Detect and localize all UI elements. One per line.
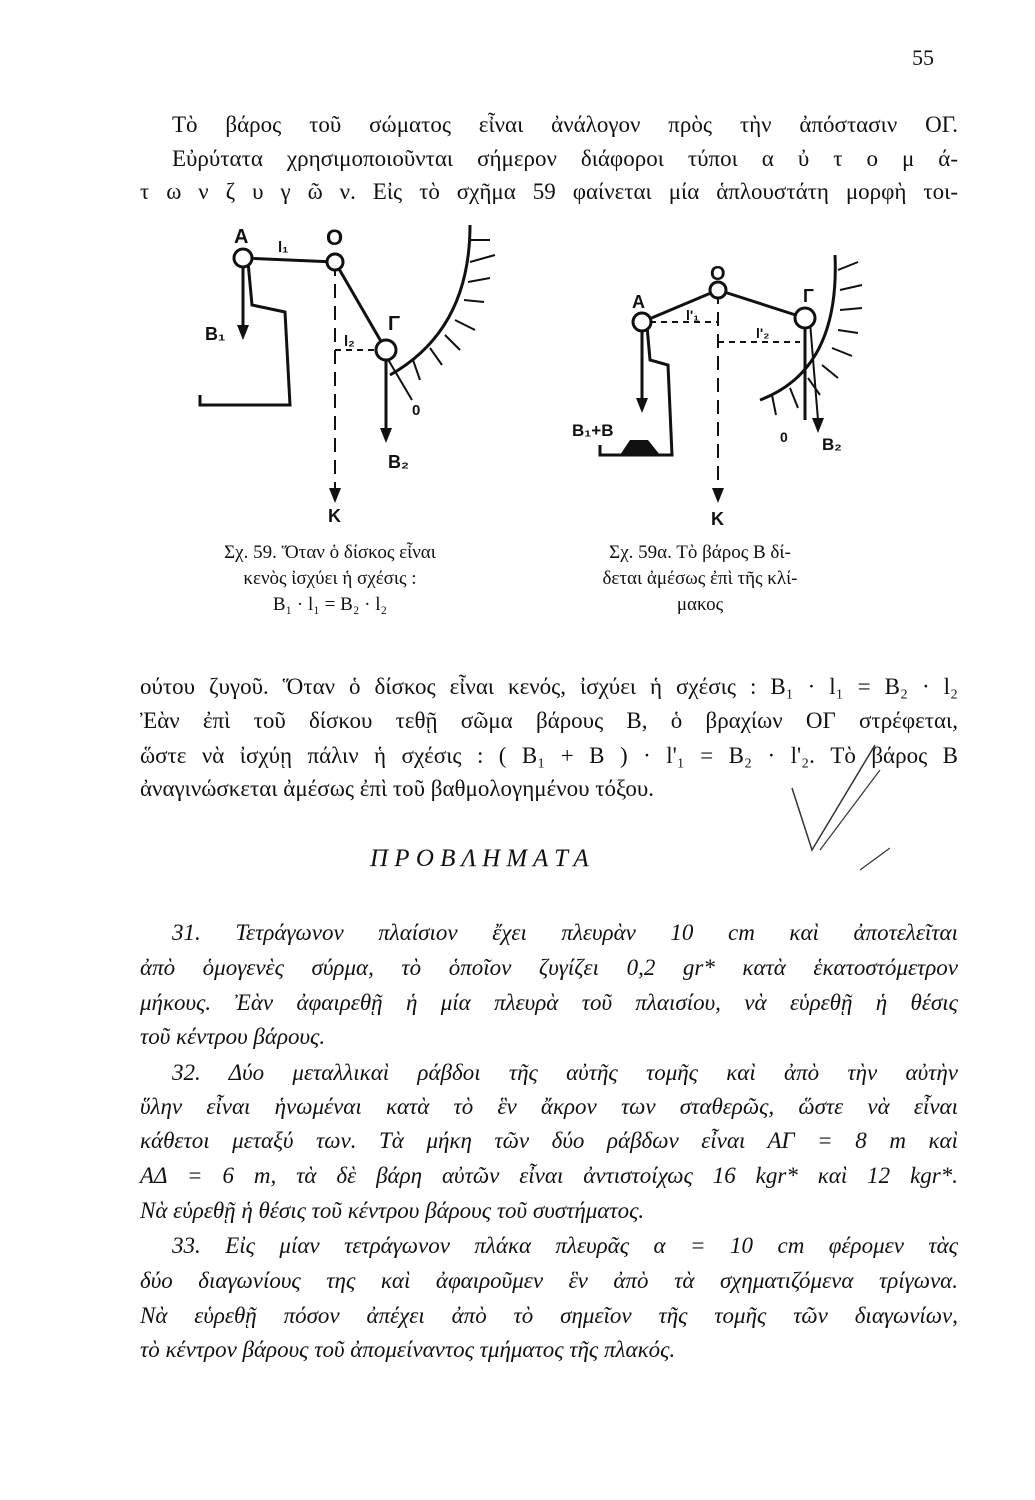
label-K: K bbox=[328, 506, 341, 525]
text-line: ἀναγινώσκεται ἀμέσως ἐπὶ τοῦ βαθμολογημένου τόξου. bbox=[140, 776, 655, 801]
text-line: Ἐὰν ἐπὶ τοῦ δίσκου τεθῇ σῶμα βάρους Β, ὁ βραχίων ΟΓ στρέφεται, bbox=[140, 708, 958, 733]
figure-59-caption bbox=[200, 540, 460, 618]
figure-59a-caption bbox=[580, 540, 820, 618]
label-zero: 0 bbox=[412, 402, 421, 419]
figure-59-diagram bbox=[180, 215, 520, 525]
handwritten-checkmark bbox=[780, 740, 890, 880]
label-B2: B₂ bbox=[822, 435, 842, 454]
problem-32-line: κάθετοι μεταξύ των. Τὰ μήκη τῶν δύο ράβδων εἶναι ΑΓ = 8 m καὶ bbox=[140, 1128, 958, 1153]
caption-line: δεται ἀμέσως ἐπὶ τῆς κλί- bbox=[602, 568, 798, 589]
label-l2: l₂ bbox=[344, 333, 355, 350]
problem-33-line: τὸ κέντρον βάρους τοῦ ἀπομείναντος τμήματος τῆς πλακός. bbox=[140, 1337, 676, 1362]
label-A: A bbox=[234, 226, 249, 248]
caption-line: Σχ. 59. Ὅταν ὁ δίσκος εἶναι bbox=[224, 542, 436, 563]
text-line: Εὐρύτατα χρησιμοποιοῦνται σήμερον διάφοροι τύποι α ὐ τ ο μ ά- bbox=[172, 146, 958, 171]
label-G: Γ bbox=[803, 286, 814, 306]
caption-line: Σχ. 59α. Τὸ βάρος Β δί- bbox=[609, 542, 791, 563]
problem-33-line: 33. Εἰς μίαν τετράγωνον πλάκα πλευρᾶς α = 10 cm φέρομεν τὰς bbox=[172, 1233, 958, 1258]
text-line: Τὸ βάρος τοῦ σώματος εἶναι ἀνάλογον πρὸς τὴν ἀπόστασιν ΟΓ. bbox=[172, 112, 958, 137]
figure-59a-diagram bbox=[560, 225, 880, 525]
label-O: O bbox=[710, 263, 726, 285]
problem-32-line: Νὰ εὑρεθῇ ἡ θέσις τοῦ κέντρου βάρους τοῦ συστήματος. bbox=[140, 1198, 645, 1223]
label-l1: l₁ bbox=[278, 239, 289, 256]
caption-line: κενὸς ἰσχύει ἡ σχέσις : bbox=[243, 568, 417, 589]
label-l2: l'₂ bbox=[756, 325, 770, 341]
label-zero: 0 bbox=[780, 429, 788, 445]
problem-31-line: ἀπὸ ὁμογενὲς σύρμα, τὸ ὁποῖον ζυγίζει 0,2 gr* κατὰ ἑκατοστόμετρον bbox=[140, 955, 958, 980]
label-l1: l'₁ bbox=[686, 307, 700, 323]
label-G: Γ bbox=[388, 313, 401, 335]
label-K: K bbox=[711, 509, 724, 525]
text-line: ὥστε νὰ ἰσχύῃ πάλιν ἡ σχέσις : ( B₁ + B ) · l'₁ = B₂ · l'₂. Τὸ βάρος Β bbox=[140, 743, 958, 768]
page-number: 55 bbox=[912, 45, 934, 70]
text-line: τ ω ν ζ υ γ ῶ ν. Εἰς τὸ σχῆμα 59 φαίνεται μία ἁπλουστάτη μορφὴ τοι- bbox=[140, 179, 958, 204]
problem-33-line: Νὰ εὑρεθῇ πόσον ἀπέχει ἀπὸ τὸ σημεῖον τῆς τομῆς τῶν διαγωνίων, bbox=[140, 1303, 958, 1328]
text-line: ούτου ζυγοῦ. Ὅταν ὁ δίσκος εἶναι κενός, ἰσχύει ἡ σχέσις : B₁ · l₁ = B₂ · l₂ bbox=[140, 674, 958, 699]
label-B1: B₁ bbox=[205, 324, 226, 344]
problem-32-line: ΑΔ = 6 m, τὰ δὲ βάρη αὐτῶν εἶναι ἀντιστοίχως 16 kgr* καὶ 12 kgr*. bbox=[140, 1163, 958, 1188]
label-A: A bbox=[632, 292, 645, 312]
label-B2: B₂ bbox=[388, 452, 409, 472]
problem-32-line: ὕλην εἶναι ἡνωμέναι κατὰ τὸ ἓν ἄκρον των σταθερῶς, ὥστε νὰ εἶναι bbox=[140, 1094, 958, 1119]
section-heading: Π Ρ Ο Β Λ Η Μ Α Τ Α bbox=[370, 845, 589, 872]
problem-31-line: μήκους. Ἐὰν ἀφαιρεθῇ ἡ μία πλευρὰ τοῦ πλαισίου, νὰ εὑρεθῇ ἡ θέσις bbox=[140, 990, 958, 1015]
label-O: O bbox=[326, 225, 344, 250]
problem-31-line: 31. Τετράγωνον πλαίσιον ἔχει πλευρὰν 10 cm καὶ ἀποτελεῖται bbox=[172, 920, 958, 945]
caption-formula: B₁ · l₁ = B₂ · l₂ bbox=[272, 594, 388, 615]
problem-31-line: τοῦ κέντρου βάρους. bbox=[140, 1024, 326, 1049]
problem-32-line: 32. Δύο μεταλλικαὶ ράβδοι τῆς αὐτῆς τομῆς καὶ ἀπὸ τὴν αὐτὴν bbox=[172, 1060, 958, 1085]
problem-33-line: δύο διαγωνίους της καὶ ἀφαιροῦμεν ἓν ἀπὸ τὰ σχηματιζόμενα τρίγωνα. bbox=[140, 1268, 958, 1293]
caption-line: μακος bbox=[676, 594, 724, 615]
label-B1B: B₁+B bbox=[572, 421, 614, 440]
